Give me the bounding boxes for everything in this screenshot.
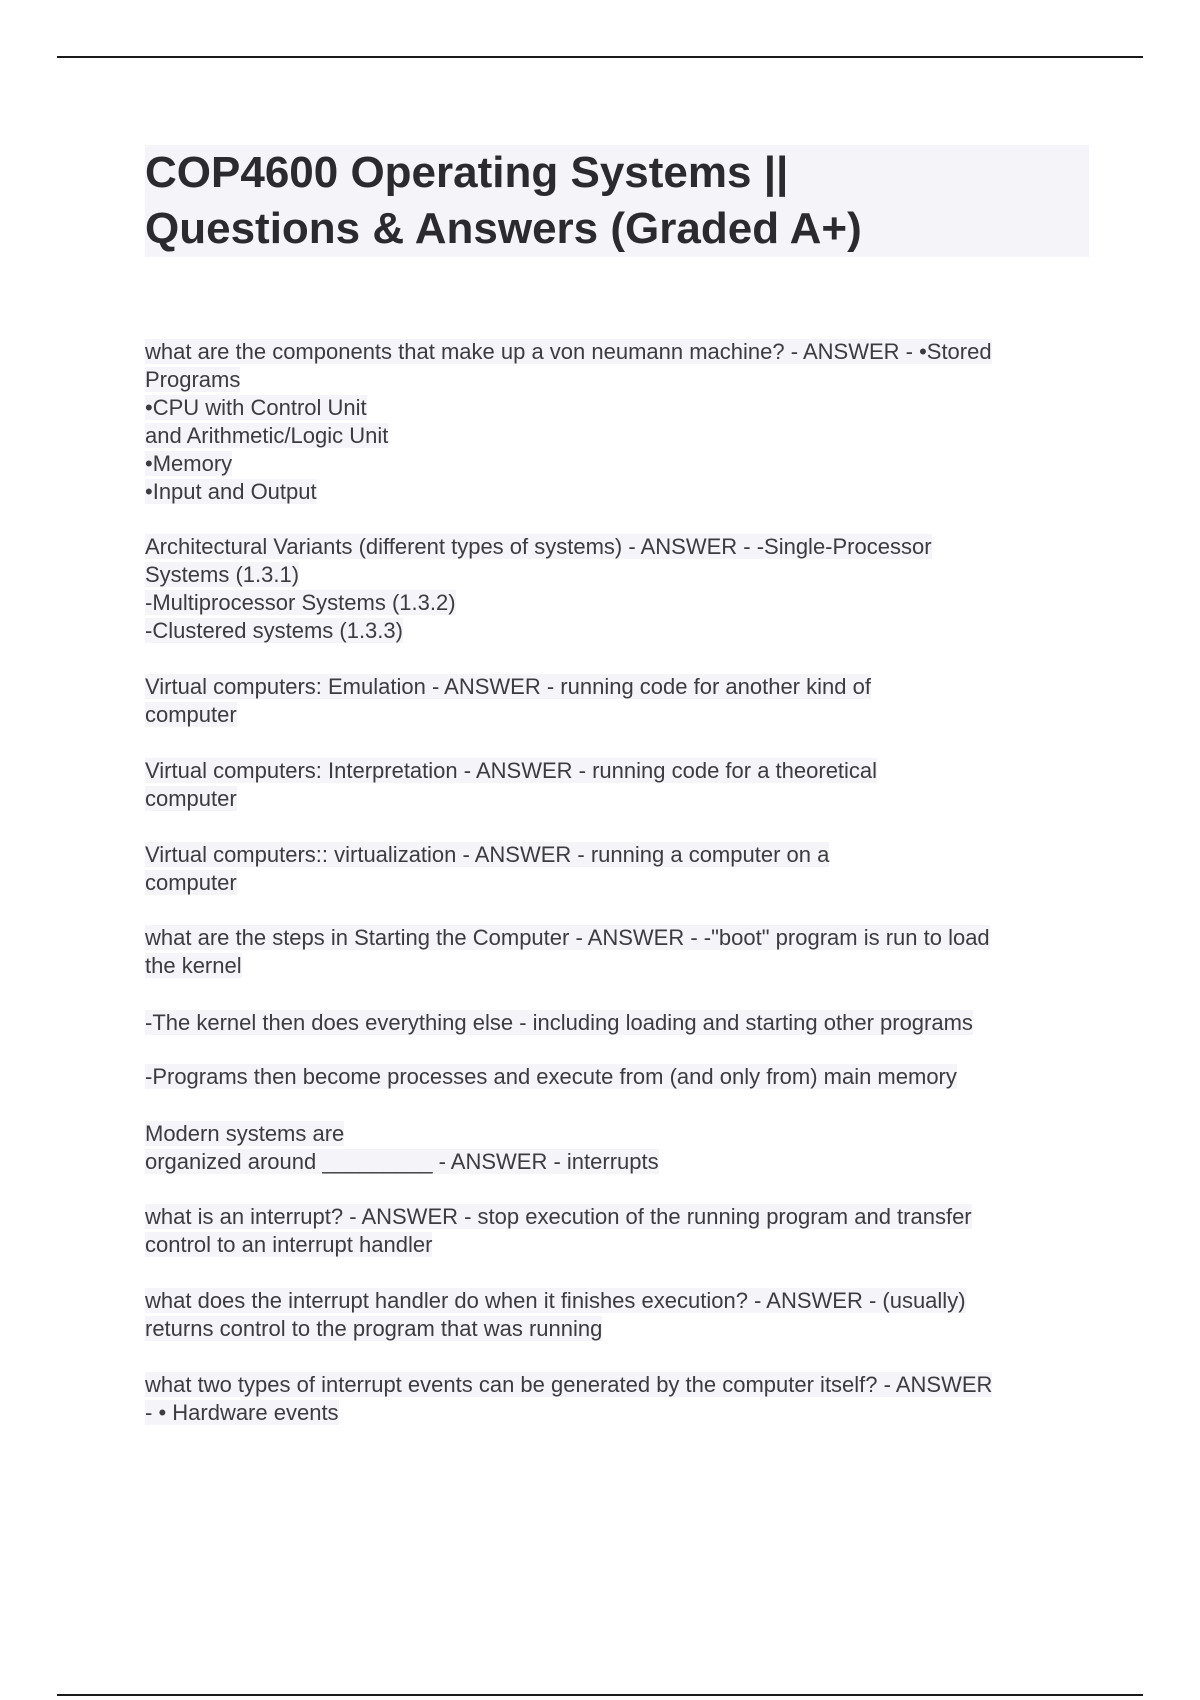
qa-item: Architectural Variants (different types of systems) - ANSWER - -Single-Processor Systems (1.3.1) -Multiprocessor Systems (1.3.2) -Clustered systems (1.3.3)	[145, 534, 932, 643]
qa-item: Virtual computers: Emulation - ANSWER - running code for another kind of computer	[145, 674, 871, 727]
qa-item: -The kernel then does everything else - including loading and starting other programs	[145, 1010, 973, 1035]
bottom-rule	[57, 1694, 1143, 1696]
qa-item: Modern systems are organized around _________ - ANSWER - interrupts	[145, 1121, 659, 1174]
page-title: COP4600 Operating Systems || Questions & Answers (Graded A+)	[145, 148, 862, 253]
qa-item: what is an interrupt? - ANSWER - stop execution of the running program and transfer control to an interrupt handler	[145, 1204, 972, 1257]
qa-item: -Programs then become processes and execute from (and only from) main memory	[145, 1064, 957, 1089]
top-rule	[57, 56, 1143, 58]
title-box	[145, 145, 1089, 257]
qa-item: Virtual computers: Interpretation - ANSWER - running code for a theoretical computer	[145, 758, 878, 811]
qa-item: what does the interrupt handler do when it finishes execution? - ANSWER - (usually) returns control to the program that was running	[145, 1288, 966, 1341]
qa-item: what two types of interrupt events can be generated by the computer itself? - ANSWER - • Hardware events	[145, 1372, 993, 1425]
qa-item: what are the components that make up a von neumann machine? - ANSWER - •Stored Programs •CPU with Control Unit and Arithmetic/Logic Unit •Memory •Input and Output	[145, 339, 992, 504]
qa-item: what are the steps in Starting the Computer - ANSWER - -"boot" program is run to load the kernel	[145, 925, 990, 978]
qa-item: Virtual computers:: virtualization - ANSWER - running a computer on a computer	[145, 842, 830, 895]
